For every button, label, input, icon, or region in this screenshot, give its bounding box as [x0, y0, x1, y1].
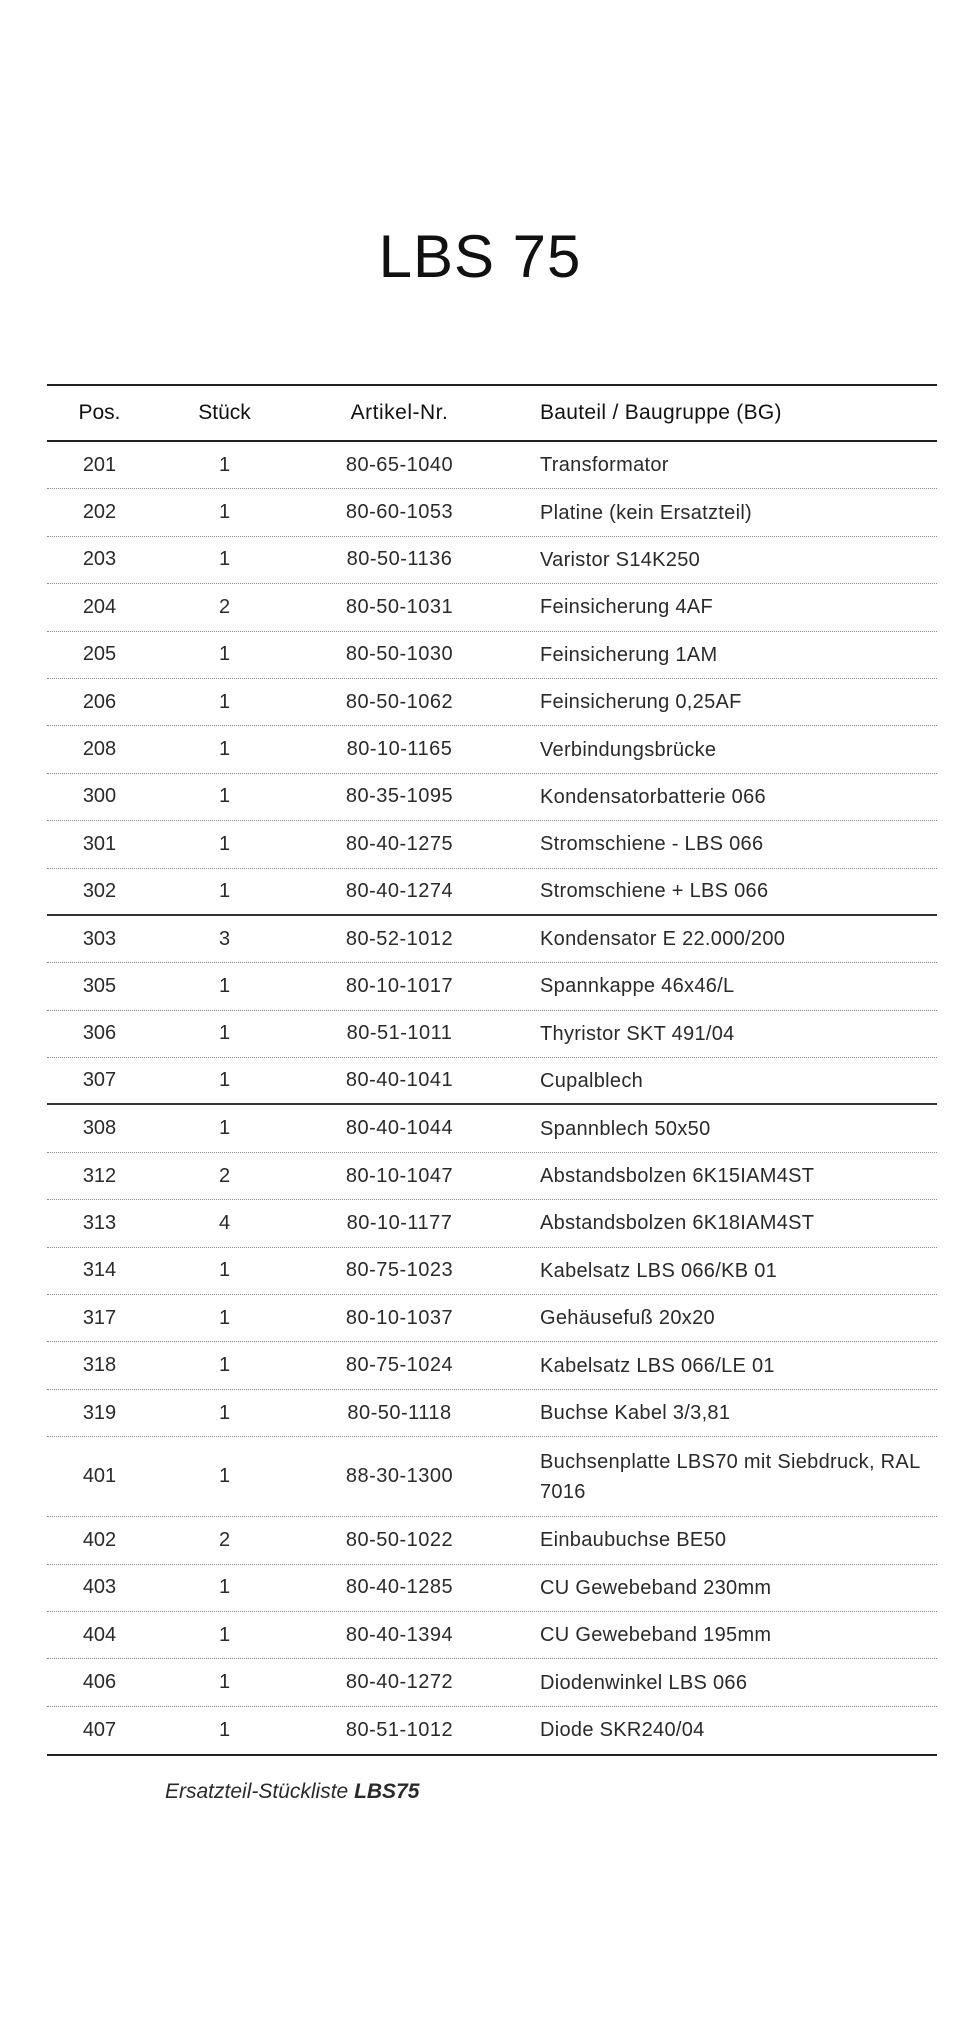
table-body: [47, 442, 937, 1754]
table-header: [47, 386, 937, 442]
cell-article: 80-40-1274: [345, 879, 454, 902]
cell-description: Kabelsatz LBS 066/LE 01: [540, 1354, 775, 1377]
cell-qty: 1: [218, 832, 231, 855]
cell-pos: 407: [82, 1718, 117, 1741]
table-row: [47, 963, 937, 1010]
cell-pos: 403: [82, 1576, 117, 1599]
header-pos: Pos.: [78, 401, 121, 424]
cell-pos: 307: [82, 1069, 117, 1092]
cell-pos: 208: [82, 738, 117, 761]
table-row: [47, 1153, 937, 1200]
cell-article: 80-52-1012: [345, 927, 454, 950]
cell-article: 80-50-1062: [345, 690, 454, 713]
table-row: [47, 821, 937, 868]
cell-pos: 303: [82, 927, 117, 950]
table-row: [47, 916, 937, 963]
cell-qty: 2: [218, 595, 231, 618]
cell-pos: 313: [82, 1211, 117, 1234]
cell-description: Transformator: [540, 454, 669, 477]
cell-article: 80-51-1011: [346, 1022, 453, 1045]
cell-qty: 4: [218, 1211, 231, 1234]
cell-description: Kondensatorbatterie 066: [540, 785, 766, 808]
cell-description: Spannblech 50x50: [540, 1117, 711, 1140]
table-row: [47, 489, 937, 536]
cell-qty: 1: [218, 643, 231, 666]
cell-qty: 1: [218, 738, 231, 761]
cell-pos: 206: [82, 690, 117, 713]
cell-qty: 1: [218, 1718, 231, 1741]
cell-description: Abstandsbolzen 6K18IAM4ST: [540, 1212, 815, 1235]
cell-pos: 319: [82, 1401, 117, 1424]
cell-qty: 1: [218, 1259, 231, 1282]
table-row: [47, 584, 937, 631]
cell-pos: 312: [82, 1164, 117, 1187]
header-description: Bauteil / Baugruppe (BG): [540, 401, 782, 424]
cell-pos: 201: [82, 453, 117, 476]
cell-article: 80-10-1047: [345, 1164, 454, 1187]
cell-description: Feinsicherung 4AF: [540, 596, 713, 619]
table-row: [47, 1011, 937, 1058]
caption-prefix: Ersatzteil-Stückliste: [165, 1780, 355, 1803]
header-qty: Stück: [198, 401, 251, 424]
cell-qty: 1: [218, 1401, 231, 1424]
cell-description: Gehäusefuß 20x20: [540, 1307, 715, 1330]
cell-description: Kondensator E 22.000/200: [540, 928, 786, 951]
caption-model: LBS75: [354, 1780, 420, 1803]
cell-description: Verbindungsbrücke: [540, 738, 717, 761]
cell-article: 80-75-1023: [345, 1259, 454, 1282]
cell-qty: 1: [218, 453, 231, 476]
cell-qty: 1: [218, 548, 231, 571]
cell-description: Diodenwinkel LBS 066: [540, 1671, 748, 1694]
cell-pos: 301: [82, 832, 117, 855]
cell-description: Feinsicherung 0,25AF: [540, 691, 742, 714]
cell-qty: 1: [218, 974, 231, 997]
cell-article: 80-10-1037: [345, 1306, 454, 1329]
cell-description: Diode SKR240/04: [540, 1719, 705, 1742]
table-row: [47, 869, 937, 916]
cell-pos: 306: [82, 1022, 117, 1045]
cell-article: 80-40-1044: [345, 1117, 454, 1140]
cell-article: 80-50-1022: [345, 1528, 454, 1551]
cell-pos: 318: [82, 1354, 117, 1377]
cell-article: 80-50-1031: [345, 595, 454, 618]
cell-description: Kabelsatz LBS 066/KB 01: [540, 1259, 778, 1282]
table-row: [47, 1437, 937, 1517]
table-row: [47, 1058, 937, 1105]
cell-description: Platine (kein Ersatzteil): [540, 501, 753, 524]
cell-qty: 1: [218, 1069, 231, 1092]
table-row: [47, 726, 937, 773]
cell-description: Varistor S14K250: [540, 548, 701, 571]
cell-article: 80-50-1030: [345, 643, 454, 666]
cell-qty: 1: [218, 1576, 231, 1599]
cell-description: Cupalblech: [540, 1069, 644, 1092]
table-row: [47, 1517, 937, 1564]
cell-description: Buchsenplatte LBS70 mit Siebdruck, RAL 7016: [540, 1450, 920, 1503]
cell-article: 80-65-1040: [345, 453, 454, 476]
table-row: [47, 1659, 937, 1706]
cell-pos: 204: [82, 595, 117, 618]
table-row: [47, 1612, 937, 1659]
table-row: [47, 537, 937, 584]
cell-qty: 1: [218, 1022, 231, 1045]
cell-description: CU Gewebeband 230mm: [540, 1576, 772, 1599]
cell-qty: 1: [218, 501, 231, 524]
cell-article: 80-75-1024: [345, 1354, 454, 1377]
cell-description: Feinsicherung 1AM: [540, 643, 718, 666]
cell-pos: 401: [82, 1465, 117, 1488]
cell-description: Thyristor SKT 491/04: [540, 1022, 735, 1045]
table-row: [47, 679, 937, 726]
table-row: [47, 1105, 937, 1152]
cell-pos: 317: [82, 1306, 117, 1329]
table-row: [47, 1390, 937, 1437]
cell-qty: 3: [218, 927, 231, 950]
cell-description: Einbaubuchse BE50: [540, 1529, 727, 1552]
cell-article: 80-50-1118: [347, 1401, 452, 1424]
cell-description: Buchse Kabel 3/3,81: [540, 1402, 731, 1424]
cell-pos: 314: [82, 1259, 117, 1282]
cell-pos: 203: [82, 548, 117, 571]
cell-article: 80-51-1012: [345, 1718, 454, 1741]
table-row: [47, 1295, 937, 1342]
cell-article: 88-30-1300: [345, 1465, 454, 1488]
cell-qty: 1: [218, 1354, 231, 1377]
parts-table: [47, 384, 937, 1756]
figure-caption: [165, 1780, 419, 1804]
cell-pos: 406: [82, 1671, 117, 1694]
cell-article: 80-10-1165: [346, 738, 453, 761]
cell-pos: 300: [82, 785, 117, 808]
cell-article: 80-10-1017: [345, 974, 454, 997]
cell-article: 80-10-1177: [346, 1211, 453, 1234]
cell-description: Abstandsbolzen 6K15IAM4ST: [540, 1165, 815, 1188]
cell-description: Stromschiene + LBS 066: [540, 880, 769, 903]
cell-pos: 205: [82, 643, 117, 666]
cell-description: Spannkappe 46x46/L: [540, 975, 735, 998]
cell-qty: 1: [218, 690, 231, 713]
cell-article: 80-50-1136: [346, 548, 453, 571]
cell-qty: 1: [218, 1306, 231, 1329]
table-row: [47, 632, 937, 679]
cell-qty: 1: [218, 1117, 231, 1140]
cell-pos: 202: [82, 501, 117, 524]
cell-qty: 2: [218, 1528, 231, 1551]
cell-qty: 1: [218, 879, 231, 902]
cell-qty: 1: [218, 1623, 231, 1646]
cell-pos: 302: [82, 879, 117, 902]
table-row: [47, 1200, 937, 1247]
table-row: [47, 442, 937, 489]
cell-article: 80-40-1285: [345, 1576, 454, 1599]
cell-qty: 1: [218, 1671, 231, 1694]
cell-qty: 2: [218, 1164, 231, 1187]
header-article: Artikel-Nr.: [350, 401, 449, 424]
cell-qty: 1: [218, 1465, 231, 1488]
table-row: [47, 1707, 937, 1754]
table-row: [47, 1248, 937, 1295]
cell-article: 80-40-1275: [345, 832, 454, 855]
table-row: [47, 1565, 937, 1612]
cell-qty: 1: [218, 785, 231, 808]
table-row: [47, 1342, 937, 1389]
cell-article: 80-40-1041: [345, 1069, 454, 1092]
cell-pos: 308: [82, 1117, 117, 1140]
cell-pos: 404: [82, 1623, 117, 1646]
cell-article: 80-60-1053: [345, 501, 454, 524]
cell-article: 80-35-1095: [345, 785, 454, 808]
table-row: [47, 774, 937, 821]
cell-description: CU Gewebeband 195mm: [540, 1624, 772, 1647]
cell-pos: 402: [82, 1528, 117, 1551]
page-title: LBS 75: [378, 223, 582, 290]
cell-description: Stromschiene - LBS 066: [540, 833, 764, 856]
cell-pos: 305: [82, 974, 117, 997]
cell-article: 80-40-1394: [345, 1623, 454, 1646]
cell-article: 80-40-1272: [345, 1671, 454, 1694]
